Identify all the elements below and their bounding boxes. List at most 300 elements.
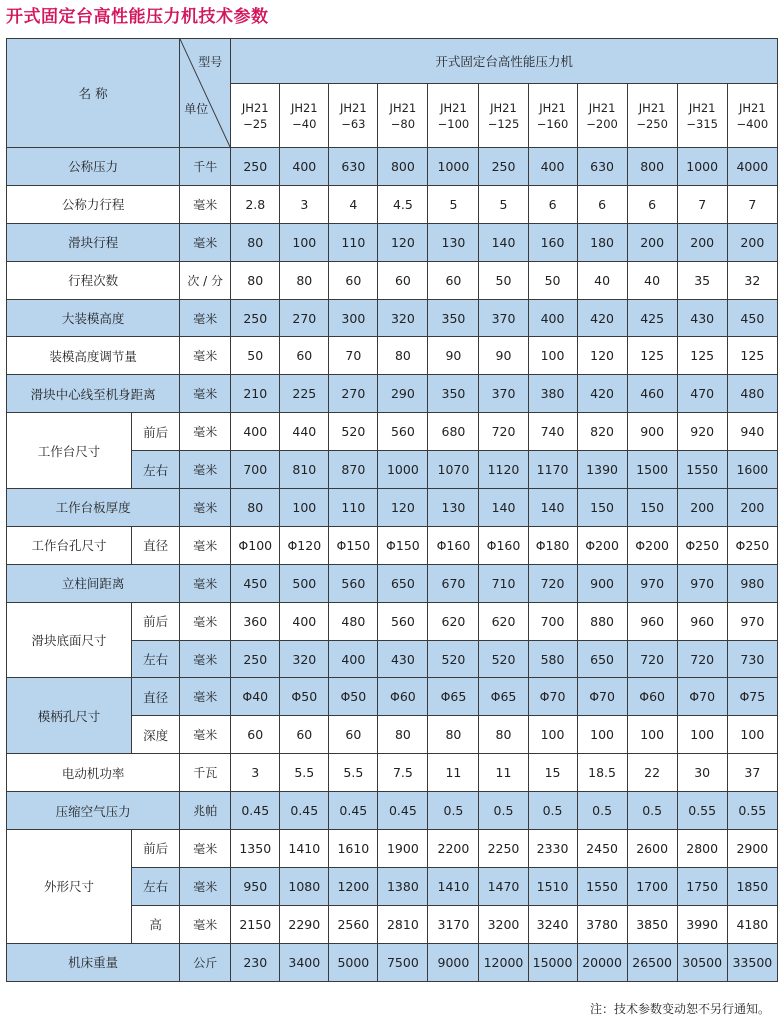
value-cell: Φ160 — [428, 526, 479, 564]
value-cell: 2250 — [479, 830, 528, 868]
value-cell: 30 — [677, 754, 727, 792]
row-unit: 毫米 — [180, 867, 231, 905]
value-cell: 1750 — [677, 867, 727, 905]
value-cell: 140 — [528, 489, 577, 527]
row-unit: 兆帕 — [180, 792, 231, 830]
value-cell: 970 — [677, 564, 727, 602]
value-cell: 2600 — [627, 830, 677, 868]
value-cell: 580 — [528, 640, 577, 678]
value-cell: 270 — [329, 375, 378, 413]
value-cell: 700 — [528, 602, 577, 640]
model-number: −200 — [586, 116, 618, 131]
value-cell: 37 — [727, 754, 777, 792]
value-cell: 400 — [528, 148, 577, 186]
value-cell: 160 — [528, 223, 577, 261]
model-header — [627, 84, 677, 148]
value-cell: Φ60 — [627, 678, 677, 716]
value-cell: Φ180 — [528, 526, 577, 564]
value-cell: 1070 — [428, 451, 479, 489]
value-cell: 2560 — [329, 905, 378, 943]
value-cell: 80 — [231, 489, 280, 527]
row-name: 滑块中心线至机身距离 — [7, 375, 180, 413]
model-number: −125 — [487, 116, 520, 131]
value-cell: 200 — [677, 489, 727, 527]
value-cell: 100 — [677, 716, 727, 754]
row-unit: 毫米 — [180, 526, 231, 564]
value-cell: 730 — [727, 640, 777, 678]
value-cell: 0.45 — [378, 792, 428, 830]
value-cell: 620 — [479, 602, 528, 640]
value-cell: 680 — [428, 413, 479, 451]
value-cell: 9000 — [428, 943, 479, 981]
value-cell: 30500 — [677, 943, 727, 981]
value-cell: 1410 — [280, 830, 329, 868]
value-cell: 430 — [677, 299, 727, 337]
model-number: −40 — [292, 116, 317, 131]
value-cell: 2.8 — [231, 185, 280, 223]
model-header — [577, 84, 627, 148]
value-cell: 100 — [627, 716, 677, 754]
value-cell: 1380 — [378, 867, 428, 905]
value-cell: 60 — [428, 261, 479, 299]
value-cell: 100 — [727, 716, 777, 754]
value-cell: 820 — [577, 413, 627, 451]
value-cell: 740 — [528, 413, 577, 451]
model-number: −100 — [437, 116, 470, 131]
value-cell: 450 — [727, 299, 777, 337]
value-cell: 60 — [329, 716, 378, 754]
table-row — [7, 148, 778, 186]
value-cell: 1550 — [577, 867, 627, 905]
value-cell: 7 — [677, 185, 727, 223]
value-cell: 0.5 — [479, 792, 528, 830]
value-cell: Φ65 — [428, 678, 479, 716]
value-cell: 900 — [627, 413, 677, 451]
model-header — [329, 84, 378, 148]
value-cell: 630 — [329, 148, 378, 186]
row-unit: 毫米 — [180, 830, 231, 868]
value-cell: 33500 — [727, 943, 777, 981]
value-cell: 270 — [280, 299, 329, 337]
table-row — [7, 792, 778, 830]
value-cell: 3 — [231, 754, 280, 792]
value-cell: 450 — [231, 564, 280, 602]
value-cell: 1510 — [528, 867, 577, 905]
value-cell: 0.45 — [231, 792, 280, 830]
value-cell: 720 — [528, 564, 577, 602]
value-cell: 430 — [378, 640, 428, 678]
row-unit: 毫米 — [180, 564, 231, 602]
header-group: 开式固定台高性能压力机 — [231, 39, 778, 84]
value-cell: 500 — [280, 564, 329, 602]
value-cell: 90 — [479, 337, 528, 375]
value-cell: 0.5 — [428, 792, 479, 830]
value-cell: 1000 — [677, 148, 727, 186]
value-cell: 3990 — [677, 905, 727, 943]
value-cell: 1410 — [428, 867, 479, 905]
row-subname: 直径 — [132, 526, 180, 564]
value-cell: 18.5 — [577, 754, 627, 792]
value-cell: 140 — [479, 223, 528, 261]
model-number: −315 — [686, 116, 718, 131]
value-cell: 920 — [677, 413, 727, 451]
value-cell: 320 — [280, 640, 329, 678]
value-cell: 720 — [627, 640, 677, 678]
row-unit: 毫米 — [180, 375, 231, 413]
value-cell: 710 — [479, 564, 528, 602]
value-cell: 60 — [378, 261, 428, 299]
row-unit: 毫米 — [180, 223, 231, 261]
value-cell: 200 — [727, 489, 777, 527]
value-cell: 7.5 — [378, 754, 428, 792]
value-cell: 100 — [280, 489, 329, 527]
value-cell: 1080 — [280, 867, 329, 905]
row-unit: 毫米 — [180, 489, 231, 527]
value-cell: 80 — [280, 261, 329, 299]
value-cell: 470 — [677, 375, 727, 413]
value-cell: 420 — [577, 299, 627, 337]
value-cell: 1390 — [577, 451, 627, 489]
value-cell: 970 — [627, 564, 677, 602]
value-cell: 110 — [329, 489, 378, 527]
row-unit: 毫米 — [180, 602, 231, 640]
value-cell: Φ100 — [231, 526, 280, 564]
value-cell: 80 — [378, 337, 428, 375]
value-cell: 12000 — [479, 943, 528, 981]
value-cell: Φ200 — [627, 526, 677, 564]
value-cell: 6 — [528, 185, 577, 223]
value-cell: 5 — [479, 185, 528, 223]
table-row — [7, 223, 778, 261]
value-cell: 4000 — [727, 148, 777, 186]
value-cell: 630 — [577, 148, 627, 186]
value-cell: 40 — [627, 261, 677, 299]
value-cell: 2330 — [528, 830, 577, 868]
value-cell: 250 — [479, 148, 528, 186]
row-name: 工作台尺寸 — [7, 413, 132, 489]
value-cell: 120 — [577, 337, 627, 375]
value-cell: 900 — [577, 564, 627, 602]
value-cell: 60 — [280, 337, 329, 375]
value-cell: 1350 — [231, 830, 280, 868]
row-unit: 毫米 — [180, 299, 231, 337]
row-unit: 毫米 — [180, 337, 231, 375]
row-name: 立柱间距离 — [7, 564, 180, 602]
value-cell: 960 — [627, 602, 677, 640]
row-unit: 毫米 — [180, 905, 231, 943]
value-cell: 420 — [577, 375, 627, 413]
model-prefix: JH21 — [440, 100, 467, 115]
value-cell: Φ70 — [677, 678, 727, 716]
value-cell: 250 — [231, 299, 280, 337]
page-title: 开式固定台高性能压力机技术参数 — [6, 7, 269, 27]
value-cell: 4 — [329, 185, 378, 223]
row-subname: 左右 — [132, 451, 180, 489]
value-cell: 80 — [231, 261, 280, 299]
value-cell: 720 — [479, 413, 528, 451]
table-row — [7, 261, 778, 299]
value-cell: 200 — [677, 223, 727, 261]
value-cell: 440 — [280, 413, 329, 451]
value-cell: 0.45 — [280, 792, 329, 830]
row-subname: 前后 — [132, 602, 180, 640]
value-cell: 22 — [627, 754, 677, 792]
value-cell: 0.55 — [727, 792, 777, 830]
model-number: −400 — [736, 116, 769, 131]
value-cell: 480 — [329, 602, 378, 640]
model-prefix: JH21 — [241, 100, 269, 115]
value-cell: 3170 — [428, 905, 479, 943]
value-cell: 370 — [479, 375, 528, 413]
model-header — [479, 84, 528, 148]
value-cell: 560 — [378, 413, 428, 451]
row-name: 外形尺寸 — [7, 830, 132, 944]
model-number: −63 — [341, 116, 366, 131]
spec-table — [6, 38, 778, 982]
value-cell: 650 — [577, 640, 627, 678]
value-cell: Φ70 — [577, 678, 627, 716]
value-cell: 1200 — [329, 867, 378, 905]
value-cell: 60 — [329, 261, 378, 299]
value-cell: 0.5 — [528, 792, 577, 830]
model-header — [378, 84, 428, 148]
value-cell: 1000 — [428, 148, 479, 186]
table-row — [7, 299, 778, 337]
value-cell: 20000 — [577, 943, 627, 981]
value-cell: 225 — [280, 375, 329, 413]
value-cell: 140 — [479, 489, 528, 527]
table-row — [7, 413, 778, 451]
value-cell: 520 — [479, 640, 528, 678]
value-cell: 400 — [528, 299, 577, 337]
row-subname: 深度 — [132, 716, 180, 754]
value-cell: 2290 — [280, 905, 329, 943]
value-cell: Φ40 — [231, 678, 280, 716]
value-cell: 210 — [231, 375, 280, 413]
model-prefix: JH21 — [340, 100, 367, 115]
value-cell: Φ250 — [677, 526, 727, 564]
value-cell: Φ150 — [378, 526, 428, 564]
value-cell: 80 — [231, 223, 280, 261]
value-cell: 60 — [280, 716, 329, 754]
model-prefix: JH21 — [490, 100, 517, 115]
header-unit-label: 单位 — [184, 102, 209, 116]
model-header — [428, 84, 479, 148]
row-unit: 毫米 — [180, 451, 231, 489]
value-cell: 90 — [428, 337, 479, 375]
value-cell: 3850 — [627, 905, 677, 943]
value-cell: 50 — [528, 261, 577, 299]
value-cell: 650 — [378, 564, 428, 602]
value-cell: 1500 — [627, 451, 677, 489]
value-cell: 720 — [677, 640, 727, 678]
model-prefix: JH21 — [389, 100, 417, 115]
model-number: −160 — [536, 116, 569, 131]
value-cell: 5.5 — [329, 754, 378, 792]
value-cell: 250 — [231, 148, 280, 186]
row-name: 装模高度调节量 — [7, 337, 180, 375]
row-name: 行程次数 — [7, 261, 180, 299]
row-name: 工作台孔尺寸 — [7, 526, 132, 564]
value-cell: 7 — [727, 185, 777, 223]
value-cell: 130 — [428, 489, 479, 527]
value-cell: 620 — [428, 602, 479, 640]
table-row — [7, 185, 778, 223]
value-cell: 1850 — [727, 867, 777, 905]
value-cell: 125 — [677, 337, 727, 375]
value-cell: 120 — [378, 223, 428, 261]
value-cell: 125 — [627, 337, 677, 375]
value-cell: 1000 — [378, 451, 428, 489]
value-cell: 0.45 — [329, 792, 378, 830]
value-cell: 35 — [677, 261, 727, 299]
value-cell: 1470 — [479, 867, 528, 905]
value-cell: 670 — [428, 564, 479, 602]
value-cell: 26500 — [627, 943, 677, 981]
value-cell: 1600 — [727, 451, 777, 489]
value-cell: 1120 — [479, 451, 528, 489]
value-cell: Φ65 — [479, 678, 528, 716]
value-cell: 1700 — [627, 867, 677, 905]
table-row — [7, 375, 778, 413]
header-corner-cell — [180, 39, 231, 148]
value-cell: 230 — [231, 943, 280, 981]
row-unit: 毫米 — [180, 185, 231, 223]
value-cell: 11 — [428, 754, 479, 792]
value-cell: 2900 — [727, 830, 777, 868]
value-cell: 700 — [231, 451, 280, 489]
value-cell: 2200 — [428, 830, 479, 868]
value-cell: 130 — [428, 223, 479, 261]
value-cell: 2150 — [231, 905, 280, 943]
value-cell: 40 — [577, 261, 627, 299]
value-cell: 70 — [329, 337, 378, 375]
row-name: 电动机功率 — [7, 754, 180, 792]
value-cell: 0.5 — [577, 792, 627, 830]
table-row — [7, 754, 778, 792]
row-subname: 直径 — [132, 678, 180, 716]
value-cell: 150 — [577, 489, 627, 527]
row-unit: 次 / 分 — [180, 261, 231, 299]
value-cell: 370 — [479, 299, 528, 337]
value-cell: 520 — [428, 640, 479, 678]
header-model-label: 型号 — [198, 55, 223, 69]
value-cell: 350 — [428, 375, 479, 413]
value-cell: 300 — [329, 299, 378, 337]
value-cell: 870 — [329, 451, 378, 489]
value-cell: 480 — [727, 375, 777, 413]
value-cell: 350 — [428, 299, 479, 337]
value-cell: 100 — [577, 716, 627, 754]
model-prefix: JH21 — [290, 100, 318, 115]
value-cell: 520 — [329, 413, 378, 451]
value-cell: 960 — [677, 602, 727, 640]
value-cell: 80 — [428, 716, 479, 754]
value-cell: 400 — [280, 148, 329, 186]
value-cell: 15000 — [528, 943, 577, 981]
value-cell: 100 — [528, 716, 577, 754]
row-subname: 高 — [132, 905, 180, 943]
header-name-cell — [7, 39, 180, 148]
value-cell: 380 — [528, 375, 577, 413]
value-cell: 2450 — [577, 830, 627, 868]
value-cell: 970 — [727, 602, 777, 640]
table-row — [7, 830, 778, 868]
value-cell: 980 — [727, 564, 777, 602]
value-cell: 15 — [528, 754, 577, 792]
row-subname: 左右 — [132, 640, 180, 678]
value-cell: 50 — [231, 337, 280, 375]
value-cell: 120 — [378, 489, 428, 527]
value-cell: 100 — [528, 337, 577, 375]
row-subname: 前后 — [132, 413, 180, 451]
value-cell: 0.55 — [677, 792, 727, 830]
value-cell: 3240 — [528, 905, 577, 943]
value-cell: 800 — [378, 148, 428, 186]
value-cell: 2800 — [677, 830, 727, 868]
model-header — [528, 84, 577, 148]
value-cell: 400 — [329, 640, 378, 678]
model-header — [727, 84, 777, 148]
row-unit: 毫米 — [180, 413, 231, 451]
value-cell: 3200 — [479, 905, 528, 943]
value-cell: 5 — [428, 185, 479, 223]
table-row — [7, 943, 778, 981]
footnote: 注：技术参数变动恕不另行通知。 — [589, 1002, 770, 1016]
value-cell: 180 — [577, 223, 627, 261]
value-cell: 290 — [378, 375, 428, 413]
model-header — [677, 84, 727, 148]
value-cell: 1550 — [677, 451, 727, 489]
row-name: 模柄孔尺寸 — [7, 678, 132, 754]
value-cell: Φ160 — [479, 526, 528, 564]
value-cell: 50 — [479, 261, 528, 299]
value-cell: 880 — [577, 602, 627, 640]
value-cell: 320 — [378, 299, 428, 337]
model-number: −250 — [636, 116, 668, 131]
table-row — [7, 602, 778, 640]
row-unit: 毫米 — [180, 678, 231, 716]
row-name: 滑块底面尺寸 — [7, 602, 132, 678]
value-cell: 5000 — [329, 943, 378, 981]
value-cell: 2810 — [378, 905, 428, 943]
value-cell: 3 — [280, 185, 329, 223]
table-row — [7, 678, 778, 716]
value-cell: 110 — [329, 223, 378, 261]
row-name: 公称力行程 — [7, 185, 180, 223]
value-cell: 4.5 — [378, 185, 428, 223]
value-cell: 810 — [280, 451, 329, 489]
row-subname: 前后 — [132, 830, 180, 868]
table-row — [7, 526, 778, 564]
value-cell: Φ50 — [280, 678, 329, 716]
value-cell: 100 — [280, 223, 329, 261]
row-unit: 千瓦 — [180, 754, 231, 792]
model-number: −25 — [243, 116, 268, 131]
value-cell: 6 — [577, 185, 627, 223]
value-cell: 32 — [727, 261, 777, 299]
value-cell: 1610 — [329, 830, 378, 868]
row-name: 工作台板厚度 — [7, 489, 180, 527]
row-subname: 左右 — [132, 867, 180, 905]
value-cell: 400 — [231, 413, 280, 451]
value-cell: Φ250 — [727, 526, 777, 564]
model-prefix: JH21 — [688, 100, 716, 115]
value-cell: 1170 — [528, 451, 577, 489]
model-header — [280, 84, 329, 148]
value-cell: 1900 — [378, 830, 428, 868]
value-cell: 0.5 — [627, 792, 677, 830]
